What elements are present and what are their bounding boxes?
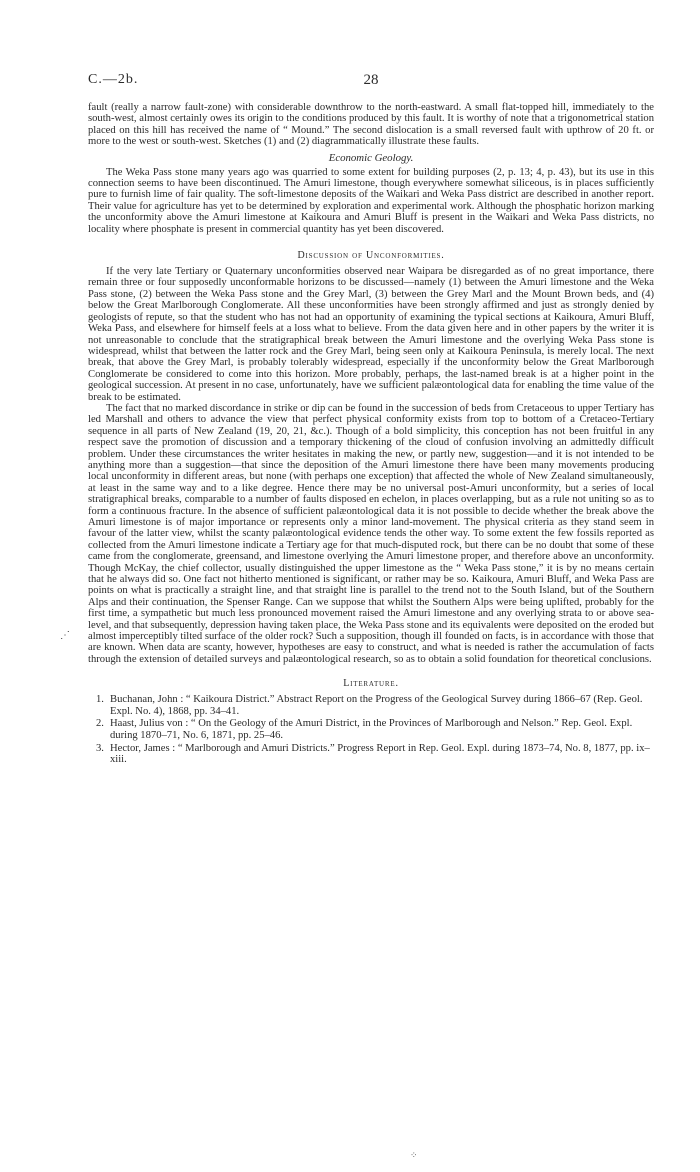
paragraph-unconformities-1: If the very late Tertiary or Quaternary unconformities observed near Waipara be disregarded as of no great importance, there remain three or four supposedly unconformable horizons to be discussed—namely (1) between the Amuri limestone and the Weka Pass stone, (2) between the Weka Pass stone and the Grey Marl, (3) between the Grey Marl and the Mount Brown beds, and (4) below the Great Marlborough Conglomerate. All these unconformities have been strongly affirmed and just as strongly denied by geologists of repute, so that the student who has not had an opportunity of examining the typical sections at Kaikoura, Amuri Bluff, Weka Pass, and elsewhere for himself feels at a loss what to believe. From the data given here and in other papers by the writer it is not unreasonable to conclude that the stratigraphical break between the Amuri limestone and the overlying Weka Pass stone is widespread, whilst that between the latter rock and the Grey Marl, being seen only at Kaikoura Peninsula, is merely local. The next break, that above the Grey Marl, is probably tolerably widespread, especially if the unconformity below the Great Marlborough Conglomerate be considered to come into this horizon. More probably, perhaps, the last-named break is at a higher point in the geological succession. At present in no case, unfortunately, have we sufficient palæontological data for enabling the time value of the break to be estimated. [88,266,654,403]
document-id: C.—2b. [88,72,139,87]
literature-item: 1. Buchanan, John : “ Kaikoura District.” Abstract Report on the Progress of the Geological Survey during 1866–67 (Rep. Geol. Expl. No. 4), 1868, pp. 34–41. [96,694,643,717]
literature-item: 3. Hector, James : “ Marlborough and Amuri Districts.” Progress Report in Rep. Geol. Expl. during 1873–74, No. 8, 1877, pp. ix–xiii. [96,742,650,766]
page-mark-icon: ⁘ [410,1150,418,1160]
heading-economic-geology: Economic Geology. [328,151,414,164]
heading-discussion-unconformities: Discussion of Unconformities. [297,250,445,262]
margin-mark-icon: ⋰ [60,630,70,641]
heading-literature: Literature. [343,678,399,690]
paragraph-economic-geology: The Weka Pass stone many years ago was quarried to some extent for building purposes (2, p. 13; 4, p. 43), but its use in this connection seems to have been discontinued. The Amuri limestone, though everywhere somewhat siliceous, is in places sufficiently pure to furnish lime of fair quality. The soft-limestone deposits of the Waikari and Weka Pass district are described in another report. Their value for agriculture has yet to be determined by exploration and experimental work. Although the phosphatic horizon marking the unconformity above the Amuri limestone at Kaikoura and Amuri Bluff is present in the Waikari and Weka Pass districts, no locality where phosphate is present in commercial quantity has yet been discovered. [88,166,654,235]
page-header [88,72,654,94]
literature-item: 2. Haast, Julius von : “ On the Geology of the Amuri District, in the Provinces of Marlborough and Nelson.” Rep. Geol. Expl. during 1870–71, No. 6, 1871, pp. 25–46. [96,718,633,742]
page-number: 28 [363,72,379,88]
document-page [88,72,654,767]
paragraph-unconformities-2: The fact that no marked discordance in strike or dip can be found in the succession of beds from Cretaceous to upper Tertiary has led Marshall and others to advance the view that perfect physical conformity exists from top to bottom of a Cretaceo-Tertiary sequence in all parts of New Zealand (19, 20, 21, &c.). Though of a bold simplicity, this conception has not been fruitful in any respect save the promotion of discussion and a temporary thickening of the cloud of confusion involving an admittedly difficult problem. Under these circumstances the writer hesitates in making the new, or partly new, suggestion—and it is not intended to be anything more than a suggestion—that since the deposition of the Amuri limestone there have been many movements producing local unconformity in different areas, but none (with perhaps one exception) that affected the whole of New Zealand simultaneously, at least in the same way and to a like degree. Hence there may be no universal post-Amuri unconformity, but a series of local stratigraphical breaks, comparable to a number of faults disposed en echelon, in places overlapping, but as a rule not uniting so as to form a continuous fracture. In the absence of sufficient palæontological data it is not possible to decide whether the break above the Amuri limestone is of major importance or represents only a minor land-movement. The physical criteria as they stand seem in favour of the latter view, whilst the scanty palæontological evidence tends the other way. To some extent the few fossils reported as collected from the Amuri limestone indicate a Tertiary age for that much-disputed rock, but there can be no doubt that some of these came from the conglomerate, greensand, and limestone overlying the Amuri limestone proper, and therefore above an unconformity. Though McKay, the chief collector, usually distinguished the upper limestone as the “ Weka Pass stone,” it is by no means certain that he always did so. One fact not hitherto mentioned is significant, or rather may be so. Kaikoura, Amuri Bluff, and Weka Pass are points on what is practically a straight line, and that straight line is parallel to the trend not to the South Island, but of the Southern Alps and their continuation, the Spenser Range. Can we suppose that whilst the Southern Alps were being uplifted, probably for the first time, a sympathetic but much less pronounced movement raised the Amuri limestone and any overlying strata to or above sea-level, and that subsequently, depression having taken place, the Weka Pass stone and its equivalents were deposited on the eroded but almost imperceptibly tilted surface of the older rock? Such a supposition, though ill founded on facts, is in accordance with those that are known. When data are scanty, however, hypotheses are easy to construct, and what is needed is rather the accumulation of facts through the extension of detailed surveys and palæontological research, so as to obtain a solid foundation for theoretical conclusions. [88,402,654,665]
paragraph-fault: fault (really a narrow fault-zone) with considerable downthrow to the north-eastward. A small flat-topped hill, immediately to the south-west, almost certainly owes its origin to the conditions produced by this fault. It is worthy of note that a trigonometrical station placed on this hill has received the name of “ Mound.” The second dislocation is a small reversed fault with upthrow of 20 ft. or more to the west or south-west. Sketches (1) and (2) diagrammatically illustrate these faults. [88,102,654,148]
literature-list [88,694,654,766]
